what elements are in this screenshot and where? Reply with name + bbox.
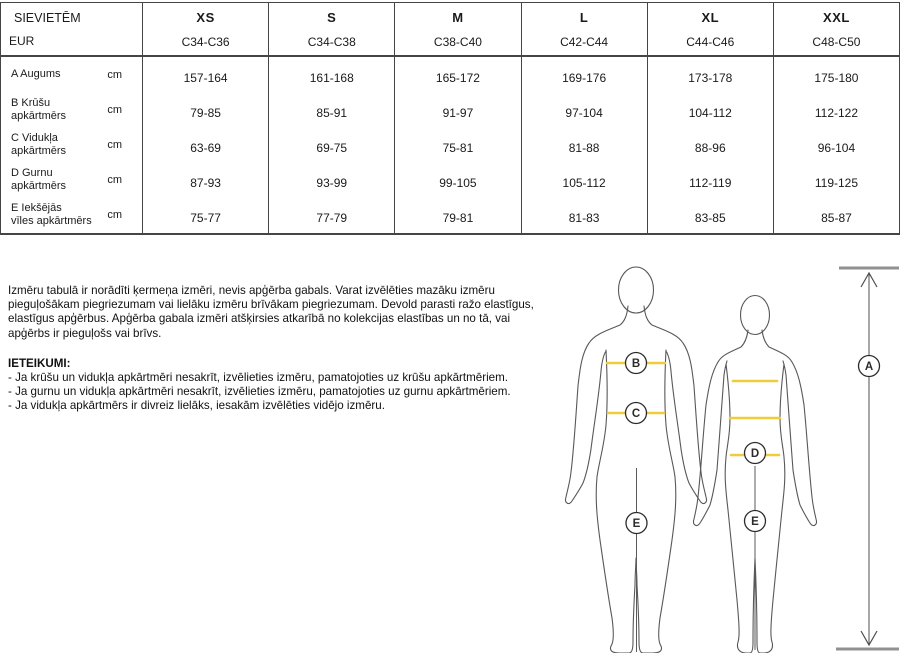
measurement-label-column <box>1 57 143 233</box>
paragraph-line: Izmēru tabulā ir norādīti ķermeņa izmēri, nevis apģērba gabals. Varat izvēlēties mazāku izmēru <box>8 284 495 297</box>
table-value: 77-79 <box>316 211 348 226</box>
size-name: XL <box>701 10 720 25</box>
column-header-xxl <box>774 3 899 55</box>
unit-label: cm <box>107 209 122 222</box>
label-line: apkārtmērs <box>11 145 67 157</box>
table-value: 81-88 <box>568 141 600 155</box>
table-value: 79-85 <box>190 105 221 120</box>
size-name: S <box>327 10 337 25</box>
label-line: B Krūšu <box>11 96 51 109</box>
eur-range: C42-C44 <box>560 35 609 49</box>
figure-head <box>741 296 770 335</box>
table-value: 119-125 <box>814 176 859 191</box>
label-line: D Gurnu <box>11 167 53 180</box>
table-value: 83-85 <box>694 211 726 226</box>
value-column-m <box>395 57 521 233</box>
size-table <box>0 2 900 235</box>
label-line: apkārtmērs <box>11 109 67 122</box>
table-value: 81-83 <box>568 211 600 226</box>
column-header-xs <box>143 3 269 55</box>
body-measurement-illustration <box>555 250 900 653</box>
label-line: vīles apkārtmērs <box>11 215 92 228</box>
inseam-marker-letter: E <box>751 516 759 528</box>
inseam-marker-letter: E <box>632 518 641 530</box>
table-value: 99-105 <box>439 176 477 191</box>
value-column-l <box>522 57 648 233</box>
table-title: SIEVIETĒM <box>14 11 81 25</box>
table-corner-cell <box>1 3 143 55</box>
label-line: apkārtmērs <box>11 180 67 193</box>
column-header-xl <box>648 3 774 55</box>
figure-head <box>619 267 654 313</box>
value-column-xxl <box>774 57 899 233</box>
recommendation-line: - Ja gurnu un vidukļa apkārtmēri nesakrīt, izvēlieties izmēru, pamatojoties uz gurnu apkārtmēriem. <box>8 385 511 399</box>
size-table-header <box>1 3 899 57</box>
table-value: 79-81 <box>442 211 474 226</box>
table-value: 112-119 <box>689 176 732 191</box>
height-measure <box>836 268 899 649</box>
table-value: 161-168 <box>309 70 354 85</box>
table-value: 157-164 <box>183 70 228 85</box>
size-name: XS <box>196 10 215 25</box>
table-value: 88-96 <box>694 141 726 155</box>
measure-markers <box>626 353 880 534</box>
table-value: 91-97 <box>442 105 474 120</box>
size-name: M <box>452 10 464 25</box>
table-value: 104-112 <box>688 105 732 120</box>
waist-marker-letter: C <box>631 408 641 420</box>
table-value: 85-87 <box>821 211 852 226</box>
paragraph-line: pieguļošākam piegriezumam vai lielāku izmēru brīvākam piegriezumam. Devold parasti ražo elastīgus, <box>8 298 534 312</box>
value-column-s <box>269 57 395 233</box>
size-name: L <box>579 10 589 25</box>
eur-range: C48-C50 <box>812 35 861 49</box>
unit-label: cm <box>107 139 122 151</box>
row-label-height <box>1 57 142 92</box>
recommendations-title: IETEIKUMI: <box>8 356 71 370</box>
column-header-l <box>522 3 648 55</box>
bust-marker-letter: B <box>631 358 641 370</box>
paragraph-line: apģērbs ir pieguļošs vai brīvs. <box>8 326 162 340</box>
table-value: 69-75 <box>316 141 348 155</box>
column-header-s <box>269 3 395 55</box>
unit-label: cm <box>107 103 122 116</box>
table-value: 169-176 <box>562 70 607 85</box>
value-column-xs <box>143 57 269 233</box>
table-value: 175-180 <box>814 70 859 85</box>
size-name: XXL <box>823 10 850 25</box>
table-value: 112-122 <box>814 105 859 120</box>
recommendation-line: - Ja vidukļa apkārtmērs ir divreiz lielāks, iesakām izvēlēties vidējo izmēru. <box>8 399 385 413</box>
label-line: E Iekšējās <box>11 202 62 215</box>
recommendation-line: - Ja krūšu un vidukļa apkārtmēri nesakrīt, izvēlieties izmēru, pamatojoties uz krūšu apkārtmēriem. <box>8 371 509 385</box>
row-label-waist <box>1 127 142 162</box>
column-header-m <box>395 3 521 55</box>
unit-label: cm <box>107 174 122 187</box>
table-value: 63-69 <box>190 141 221 155</box>
value-column-xl <box>648 57 774 233</box>
eur-range: C38-C40 <box>433 35 482 49</box>
height-marker-letter: A <box>864 361 874 373</box>
table-value: 87-93 <box>190 176 221 191</box>
eur-range: C34-C36 <box>181 35 230 49</box>
row-label-hips <box>1 163 142 198</box>
row-label-inseam <box>1 198 142 233</box>
size-table-body <box>1 57 899 233</box>
label-line: A Augums <box>11 68 61 81</box>
table-value: 105-112 <box>562 176 606 191</box>
eur-range: C44-C46 <box>686 35 735 49</box>
table-value: 85-91 <box>316 105 348 120</box>
table-value: 93-99 <box>316 176 348 191</box>
table-value: 173-178 <box>688 70 733 85</box>
eur-range: C34-C38 <box>307 35 356 49</box>
label-line: C Vidukļa <box>11 132 58 144</box>
table-value: 75-77 <box>190 211 221 226</box>
table-value: 97-104 <box>565 105 603 120</box>
table-value: 165-172 <box>435 70 480 85</box>
table-value: 96-104 <box>817 141 856 155</box>
table-value: 75-81 <box>442 141 474 155</box>
unit-label: cm <box>107 68 122 81</box>
size-info-text <box>8 284 588 414</box>
measurement-diagram <box>555 250 900 653</box>
row-label-bust <box>1 92 142 127</box>
region-label: EUR <box>9 34 35 48</box>
paragraph-line: elastīgus apģērbus. Apģērba gabala izmēri atšķirsies atkarībā no kolekcijas elastības un no tā, vai <box>8 312 511 326</box>
hips-marker-letter: D <box>750 448 760 460</box>
